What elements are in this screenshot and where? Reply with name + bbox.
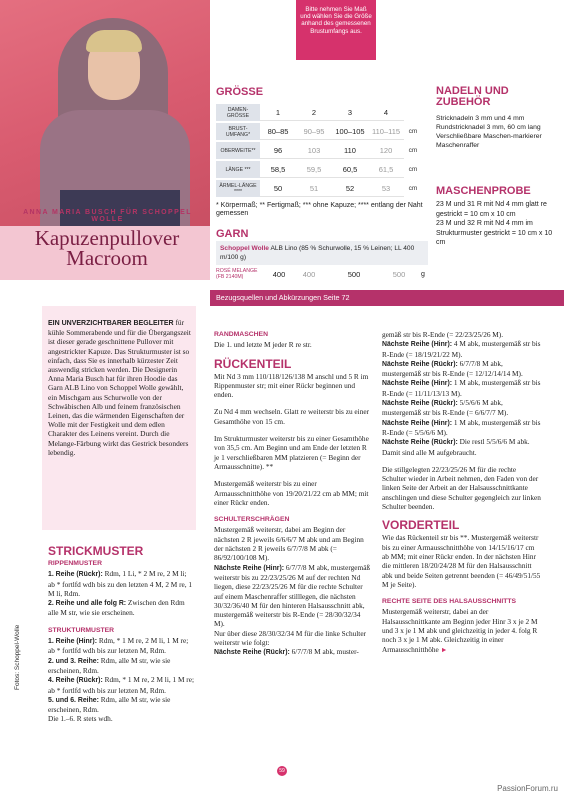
yarn-description: Schoppel Wolle ALB Lino (85 % Schurwolle, 15 % Leinen; LL 400 m/100 g) [216,241,428,265]
photo-credit: Fotos: Schoppel-Wolle [14,624,21,690]
table-row: OBERWEITE** 96 103 110 120 cm [216,142,422,159]
list-item: Verschließbare Maschen-markierer [436,133,542,140]
watermark: PassionForum.ru [497,784,558,793]
column-vorderteil: gemäß str bis R-Ende (= 22/23/25/26 M). Nächste Reihe (Hinr): 4 M abk, mustergemäß str bis R-Ende (= 18/19/21/22 M). Nächste Reihe (Rückr): 6/7/7/8 M abk, mustergemäß str bis R-Ende (= 12/12/14/14 M). Nächste Reihe (Hinr): 1 M abk, mustergemäß str bis R-Ende (= 11/11/13/13 M). Nächste Reihe (Rückr): 5/5/6/6 M abk, mustergemäß str bis R-Ende (= 6/6/7/7 M). Nächste Reihe (Hinr): 1 M abk, mustergemäß str bis R-Ende (= 5/5/6/6 M). Nächste Reihe (Rückr): Die restl 5/5/6/6 M abk. Damit sind alle M aufgebraucht. Die stillgelegten 22/23/25/26 M für die rechte Schulter wieder in Arbeit nehmen, den Faden von der linken Seite der Arbeit an der Halsausschnittkante anschlingen und diese Schulter gegengleich zur linken Schulter beenden. VORDERTEIL Wie das Rückenteil str bis **. Mustergemäß weiterstr bis zu einer Armausschnitthöhe von 14/15/16/17 cm ab MM; mit einer Rückr enden. In der nächsten Hinr die mittleren 18/20/24/28 M für den Halsausschnitt abk und beide Seiten getrennt beenden (= 46/49/51/55 M je Seite). RECHTE SEITE DES HALSAUSSCHNITTS Mustergemäß weiterstr, dabei an der Halsausschnittkante am Beginn jeder Hinr 3 x je 2 M und 3 x je 1 M abk und gleichzeitig in jeder 4. folg R noch 3 x je 1 M abk. Gleichzeitig in einer Armausschnitthöhe ► [382,330,541,654]
page-number: 59 [277,766,287,776]
list-item: Stricknadeln 3 mm und 4 mm [436,115,525,122]
size-table [216,102,422,199]
table-row: LÄNGE *** 58,5 59,5 60,5 61,5 cm [216,161,422,178]
nadeln-heading: NADELN UND ZUBEHÖR [436,85,509,108]
maschenprobe-heading: MASCHENPROBE [436,185,531,197]
maschenprobe-text [436,200,560,248]
groesse-heading: GRÖSSE [216,86,264,98]
list-item: 23 M und 32 R mit Nd 4 mm im Strukturmuster gestrickt = 10 cm x 10 cm [436,220,553,246]
strickmuster-heading: STRICKMUSTER [48,544,144,558]
yarn-amount-row: ROSÉ MELANGE (FB 2140M) 400 400 500 500 g [216,268,425,280]
source-bar: Bezugsquellen und Abkürzungen Seite 72 [210,290,564,306]
designer-credit: ANNA MARIA BUSCH FÜR SCHOPPEL WOLLE [23,209,192,223]
table-row: DAMEN-GRÖSSE 1 2 3 4 [216,104,422,121]
size-footnote: * Körpermaß; ** Fertigmaß; *** ohne Kapuze; **** entlang der Naht gemessen [216,202,423,217]
model-photo [0,0,210,226]
table-row: BRUST-UMFANG* 80–85 90–95 100–105 110–115 cm [216,123,422,140]
pattern-title: Kapuzenpullover Macroom [34,226,180,270]
list-item: 23 M und 31 R mit Nd 4 mm glatt re gestrickt = 10 cm x 10 cm [436,201,547,218]
table-row: ÄRMEL-LÄNGE **** 50 51 52 53 cm [216,180,422,197]
yarn-color-label: ROSÉ MELANGE (FB 2140M) [216,268,258,280]
nadeln-list [436,114,560,150]
rueckenteil-heading: RÜCKENTEIL [214,356,292,371]
list-item: Maschenraffer [436,142,480,149]
size-callout: Bitte nehmen Sie Maß und wählen Sie die Größe anhand des gemessenen Brustumfangs aus. [296,0,376,60]
column-strickmuster: STRICKMUSTER RIPPENMUSTER 1. Reihe (Rückr): Rdm, 1 Li, * 2 M re, 2 M li; ab * fortlfd wdh bis zu den letzten 4 M, 2 M re, 1 M li, Rdm. 2. Reihe und alle folg R: Zwischen den Rdm alle M str, wie sie erscheinen. STRUKTURMUSTER 1. Reihe (Hinr): Rdm, * 1 M re, 2 M li, 1 M re; ab * fortlfd wdh bis zur letzten M, Rdm. 2. und 3. Reihe: Rdm, alle M str, wie sie erscheinen, Rdm. 4. Reihe (Rückr): Rdm, * 1 M re, 2 M li, 1 M re; ab * fortlfd wdh bis zur letzten M, Rdm. 5. und 6. Reihe: Rdm, alle M str, wie sie erscheinen, Rdm. Die 1.–6. R stets wdh. [48,544,194,724]
column-rueckenteil: RANDMASCHEN Die 1. und letzte M jeder R re str. RÜCKENTEIL Mit Nd 3 mm 110/118/126/138 M anschl und 5 R im Rippenmuster str; mit einer Rückr beginnen und enden. Zu Nd 4 mm wechseln. Glatt re weiterstr bis zu einer Gesamthöhe von 15 cm. Im Strukturmuster weiterstr bis zu einer Gesamthöhe von 35,5 cm. Am Beginn und am Ende der letzten R je 1 verschließbaren MM platzieren (= Beginn der Armausschnitte). ** Mustergemäß weiterstr bis zu einer Armausschnitthöhe von 19/20/21/22 cm ab MM; mit einer Rückr enden. SCHULTERSCHRÄGEN Mustergemäß weiterstr, dabei am Beginn der nächsten 2 R jeweils 6/6/6/7 M abk und am Beginn der nächsten 2 R jeweils 6/7/7/8 M abk (= 86/92/100/108 M). Nächste Reihe (Hinr): 6/7/7/8 M abk, mustergemäß weiterstr bis zu 22/23/25/26 M auf der rechten Nd liegen, diese 22/23/25/26 M für die rechte Schulter auf einem Maschenraffer stilllegen, die nächsten 30/32/36/40 M für den hinteren Halsausschnitt abk, mustergemäß weiterstr bis R-Ende (= 28/30/32/34 M). Nur über diese 28/30/32/34 M für die linke Schulter weiterstr wie folgt: Nächste Reihe (Rückr): 6/7/7/8 M abk, muster- [214,331,371,657]
list-item: Rundstricknadel 3 mm, 60 cm lang [436,124,541,131]
continue-arrow-icon: ► [440,645,448,654]
vorderteil-heading: VORDERTEIL [382,518,460,533]
intro-text: EIN UNVERZICHTBARER BEGLEITER für kühle Sommerabende und für die Übergangszeit ist dieser gerade geschnittene Pullover mit angestrickter Kapuze. Das Strukturmuster ist so einfach, dass Sie es innerhalb kürzester Zeit auswendig stricken werden. Die Designerin Anna Maria Busch hat für ihren Hoodie das Garn ALB Lino von Schoppel Wolle gewählt, ein Mischgarn aus Schurwolle von der Schwäbischen Alb und feinem französischen Leinen, das die wärmenden Eigenschaften der Wolle mit der Festigkeit und dem edlen Charakter des Leinens vereint. Durch die Melange-Färbung wirkt das Gestrick besonders lebendig. [48,318,191,457]
garn-heading: GARN [216,228,249,240]
